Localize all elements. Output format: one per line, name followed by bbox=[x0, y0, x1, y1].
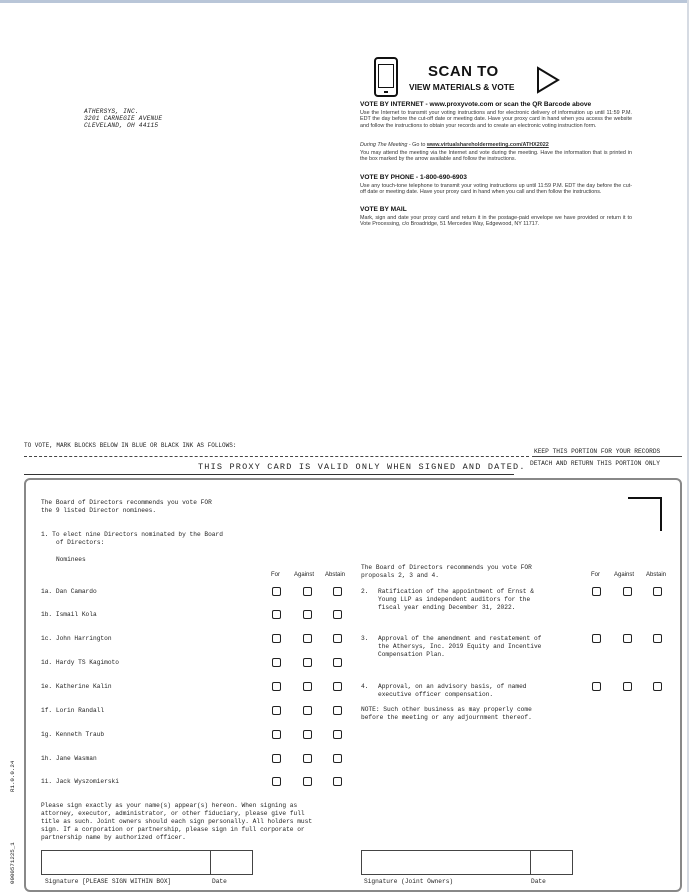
checkbox-1i-abstain[interactable] bbox=[333, 777, 342, 786]
checkbox-1a-abstain[interactable] bbox=[333, 587, 342, 596]
col-against-right: Against bbox=[614, 572, 635, 578]
signature-date-box[interactable] bbox=[210, 850, 253, 875]
checkbox-1b-abstain[interactable] bbox=[333, 610, 342, 619]
board-recommendation-1: The Board of Directors recommends you vote FOR bbox=[41, 499, 212, 506]
checkbox-1b-against[interactable] bbox=[303, 610, 312, 619]
nominee-1i: 1i. Jack Wyszomierski bbox=[41, 778, 119, 785]
checkbox-3-abstain[interactable] bbox=[653, 634, 662, 643]
checkbox-1c-for[interactable] bbox=[272, 634, 281, 643]
col-for-right: For bbox=[591, 572, 600, 578]
proposal-3-number: 3. bbox=[361, 635, 369, 642]
board-recommendation-2: the 9 listed Director nominees. bbox=[41, 507, 157, 514]
proposal-2-line-3: fiscal year ending December 31, 2022. bbox=[378, 604, 516, 611]
checkbox-3-for[interactable] bbox=[592, 634, 601, 643]
proposal-3-line-2: the Athersys, Inc. 2019 Equity and Incentive bbox=[378, 643, 542, 650]
company-city: CLEVELAND, OH 44115 bbox=[84, 122, 159, 129]
margin-code-2: R1.0.0.24 bbox=[9, 760, 16, 792]
checkbox-1h-against[interactable] bbox=[303, 754, 312, 763]
joint-date-box[interactable] bbox=[530, 850, 573, 875]
meeting-url-link[interactable]: www.virtualshareholdermeeting.com/ATHX2022 bbox=[426, 142, 549, 148]
nominee-1d: 1d. Hardy TS Kagimoto bbox=[41, 659, 119, 666]
nominee-1g: 1g. Kenneth Traub bbox=[41, 731, 105, 738]
checkbox-1h-abstain[interactable] bbox=[333, 754, 342, 763]
checkbox-1e-abstain[interactable] bbox=[333, 682, 342, 691]
signature-label: Signature [PLEASE SIGN WITHIN BOX] bbox=[45, 878, 172, 885]
valid-notice: THIS PROXY CARD IS VALID ONLY WHEN SIGNED AND DATED. bbox=[198, 462, 526, 472]
proposal-2-number: 2. bbox=[361, 588, 369, 595]
sign-instructions-1: Please sign exactly as your name(s) appear(s) hereon. When signing as bbox=[41, 802, 298, 809]
phone-text: Use any touch-tone telephone to transmit your voting instructions up until 11:59 P.M. EDT the day before the cut-off date or meeting date. Have your proxy card in hand when you call and then follow the instructions. bbox=[360, 183, 632, 196]
perforation-line bbox=[24, 456, 529, 457]
checkbox-1c-against[interactable] bbox=[303, 634, 312, 643]
top-border bbox=[0, 0, 689, 3]
corner-mark bbox=[628, 497, 662, 531]
scan-title: SCAN TO bbox=[428, 63, 499, 80]
checkbox-2-abstain[interactable] bbox=[653, 587, 662, 596]
board-recommendation-3: The Board of Directors recommends you vote FOR bbox=[361, 564, 532, 571]
joint-signature-box[interactable] bbox=[361, 850, 531, 875]
sign-instructions-5: partnership name by authorized officer. bbox=[41, 834, 186, 841]
joint-signature-label: Signature (Joint Owners) bbox=[364, 878, 454, 885]
nominee-1e: 1e. Katherine Kalin bbox=[41, 683, 112, 690]
meeting-prefix: During The Meeting bbox=[360, 142, 408, 148]
checkbox-2-against[interactable] bbox=[623, 587, 632, 596]
sign-instructions-3: title as such. Joint owners should each sign personally. All holders must bbox=[41, 818, 313, 825]
checkbox-1c-abstain[interactable] bbox=[333, 634, 342, 643]
note-line-1: NOTE: Such other business as may properly come bbox=[361, 706, 532, 713]
checkbox-1d-abstain[interactable] bbox=[333, 658, 342, 667]
proposal-4-line-2: executive officer compensation. bbox=[378, 691, 494, 698]
joint-date-label: Date bbox=[531, 878, 546, 885]
proposal-3-line-3: Compensation Plan. bbox=[378, 651, 445, 658]
internet-text: Use the Internet to transmit your voting instructions and for electronic delivery of information up until 11:59 P.M. EDT the day before the cut-off date or meeting date. Have your proxy card in hand when you access the website and follow the instructions to obtain your records and to create an electronic voting instruction form. bbox=[360, 110, 632, 129]
checkbox-4-for[interactable] bbox=[592, 682, 601, 691]
board-recommendation-4: proposals 2, 3 and 4. bbox=[361, 572, 439, 579]
margin-code-1: 0000571225_1 bbox=[9, 842, 16, 884]
note-line-2: before the meeting or any adjournment thereof. bbox=[361, 714, 532, 721]
checkbox-1i-against[interactable] bbox=[303, 777, 312, 786]
col-abstain-left: Abstain bbox=[325, 572, 346, 578]
checkbox-4-against[interactable] bbox=[623, 682, 632, 691]
internet-heading: VOTE BY INTERNET - www.proxyvote.com or scan the QR Barcode above bbox=[360, 101, 592, 108]
checkbox-1e-against[interactable] bbox=[303, 682, 312, 691]
nominee-1b: 1b. Ismail Kola bbox=[41, 611, 97, 618]
checkbox-3-against[interactable] bbox=[623, 634, 632, 643]
proposal-2-line-2: Young LLP as independent auditors for the bbox=[378, 596, 531, 603]
proposal-4-number: 4. bbox=[361, 683, 369, 690]
checkbox-1h-for[interactable] bbox=[272, 754, 281, 763]
divider-line bbox=[24, 474, 514, 475]
company-address bbox=[84, 108, 162, 129]
company-street: 3201 CARNEGIE AVENUE bbox=[84, 115, 163, 122]
checkbox-1g-for[interactable] bbox=[272, 730, 281, 739]
mail-heading: VOTE BY MAIL bbox=[360, 206, 407, 213]
checkbox-1d-for[interactable] bbox=[272, 658, 281, 667]
signature-box[interactable] bbox=[41, 850, 211, 875]
nominee-1c: 1c. John Harrington bbox=[41, 635, 112, 642]
checkbox-1f-abstain[interactable] bbox=[333, 706, 342, 715]
meeting-text: You may attend the meeting via the Internet and vote during the meeting. Have the information that is printed in the box marked by the arrow available and follow the instructions. bbox=[360, 150, 632, 163]
checkbox-1e-for[interactable] bbox=[272, 682, 281, 691]
item-1-line-2: of Directors: bbox=[56, 539, 105, 546]
meeting-goto: - Go to bbox=[407, 142, 427, 148]
col-abstain-right: Abstain bbox=[646, 572, 667, 578]
checkbox-1f-for[interactable] bbox=[272, 706, 281, 715]
signature-date-label: Date bbox=[212, 878, 227, 885]
checkbox-1g-against[interactable] bbox=[303, 730, 312, 739]
sign-instructions-4: sign. If a corporation or partnership, please sign in full corporate or bbox=[41, 826, 305, 833]
checkbox-1a-for[interactable] bbox=[272, 587, 281, 596]
checkbox-4-abstain[interactable] bbox=[653, 682, 662, 691]
detach-portion-label: DETACH AND RETURN THIS PORTION ONLY bbox=[530, 460, 660, 467]
meeting-line bbox=[360, 142, 632, 148]
proposal-2-line-1: Ratification of the appointment of Ernst & bbox=[378, 588, 534, 595]
checkbox-1b-for[interactable] bbox=[272, 610, 281, 619]
checkbox-1i-for[interactable] bbox=[272, 777, 281, 786]
col-against-left: Against bbox=[294, 572, 315, 578]
col-for-left: For bbox=[271, 572, 280, 578]
play-arrow-icon bbox=[536, 66, 560, 94]
nominee-1a: 1a. Dan Camardo bbox=[41, 588, 97, 595]
to-vote-instructions: TO VOTE, MARK BLOCKS BELOW IN BLUE OR BLACK INK AS FOLLOWS: bbox=[24, 442, 237, 449]
sign-instructions-2: attorney, executor, administrator, or other fiduciary, please give full bbox=[41, 810, 305, 817]
nominee-1h: 1h. Jane Wasman bbox=[41, 755, 97, 762]
nominee-1f: 1f. Lorin Randall bbox=[41, 707, 105, 714]
checkbox-1a-against[interactable] bbox=[303, 587, 312, 596]
proposal-4-line-1: Approval, on an advisory basis, of named bbox=[378, 683, 527, 690]
checkbox-2-for[interactable] bbox=[592, 587, 601, 596]
mail-text: Mark, sign and date your proxy card and return it in the postage-paid envelope we have provided or return it to Vote Processing, c/o Broadridge, 51 Mercedes Way, Edgewood, NY 11717. bbox=[360, 215, 632, 228]
scan-subtitle: VIEW MATERIALS & VOTE bbox=[409, 82, 515, 92]
phone-heading: VOTE BY PHONE - 1-800-690-6903 bbox=[360, 174, 467, 181]
proposal-3-line-1: Approval of the amendment and restatement of bbox=[378, 635, 542, 642]
keep-portion-label: KEEP THIS PORTION FOR YOUR RECORDS bbox=[534, 448, 661, 455]
checkbox-1d-against[interactable] bbox=[303, 658, 312, 667]
nominees-label: Nominees bbox=[56, 556, 86, 563]
company-name: ATHERSYS, INC. bbox=[84, 108, 139, 115]
checkbox-1g-abstain[interactable] bbox=[333, 730, 342, 739]
item-1-line-1: 1. To elect nine Directors nominated by the Board bbox=[41, 531, 223, 538]
phone-icon bbox=[374, 57, 398, 97]
checkbox-1f-against[interactable] bbox=[303, 706, 312, 715]
keep-underline bbox=[532, 456, 682, 457]
